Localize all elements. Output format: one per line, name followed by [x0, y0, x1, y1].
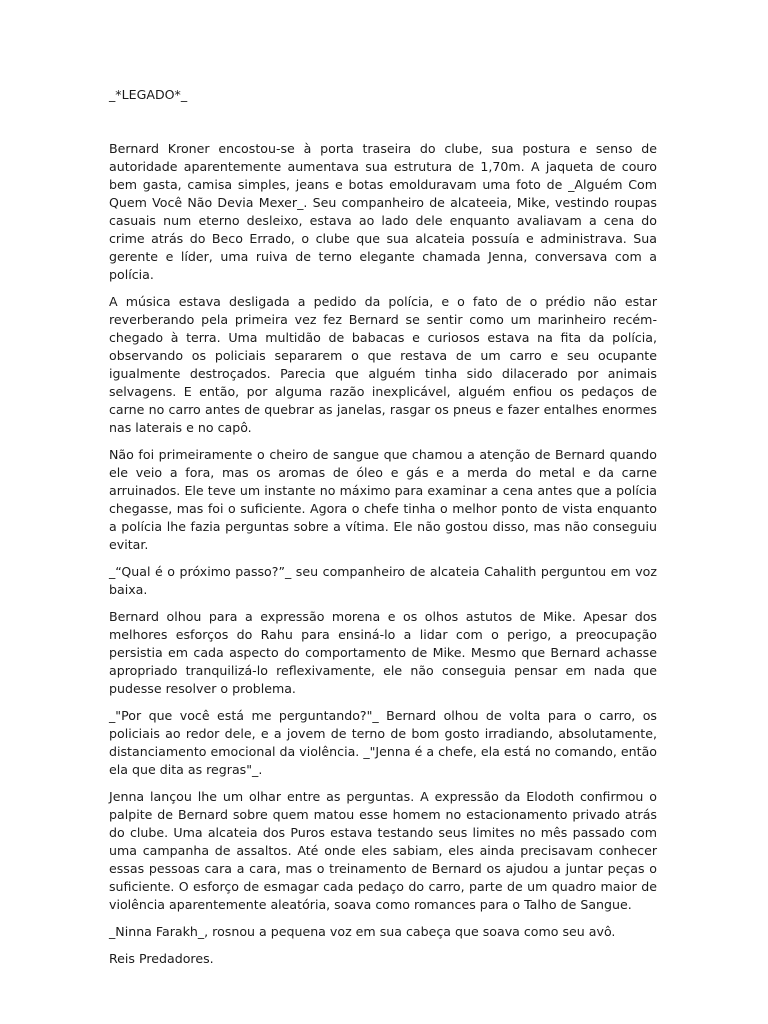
paragraph: _"Por que você está me perguntando?"_ Bernard olhou de volta para o carro, os policiais ao redor dele, e a jovem de terno de bom gosto irradiando, absolutamente, distanciamento emocional da violência. _"Jenna é a chefe, ela está no comando, então ela que dita as regras"_.: [109, 708, 657, 777]
document-page: [109, 86, 657, 977]
paragraph: _“Qual é o próximo passo?”_ seu companheiro de alcateia Cahalith perguntou em voz baixa.: [109, 564, 657, 597]
document-title: _*LEGADO*_: [109, 87, 188, 102]
paragraph: Bernard olhou para a expressão morena e os olhos astutos de Mike. Apesar dos melhores esforços do Rahu para ensiná-lo a lidar com o perigo, a preocupação persistia em cada aspecto do comportamento de Mike. Mesmo que Bernard achasse apropriado tranquilizá-lo reflexivamente, ele não conseguia pensar em nada que pudesse resolver o problema.: [109, 609, 657, 696]
paragraph: Jenna lançou lhe um olhar entre as perguntas. A expressão da Elodoth confirmou o palpite de Bernard sobre quem matou esse homem no estacionamento privado atrás do clube. Uma alcateia dos Puros estava testando seus limites no mês passado com uma campanha de assaltos. Até onde eles sabiam, eles ainda precisavam conhecer essas pessoas cara a cara, mas o treinamento de Bernard os ajudou a juntar peças o suficiente. O esforço de esmagar cada pedaço do carro, parte de um quadro maior de violência aparentemente aleatória, soava como romances para o Talho de Sangue.: [109, 789, 657, 912]
paragraph: Não foi primeiramente o cheiro de sangue que chamou a atenção de Bernard quando ele veio a fora, mas os aromas de óleo e gás e a merda do metal e da carne arruinados. Ele teve um instante no máximo para examinar a cena antes que a polícia chegasse, mas foi o suficiente. Agora o chefe tinha o melhor ponto de vista enquanto a polícia lhe fazia perguntas sobre a vítima. Ele não gostou disso, mas não conseguiu evitar.: [109, 447, 657, 552]
paragraph: _Ninna Farakh_, rosnou a pequena voz em sua cabeça que soava como seu avô.: [109, 924, 616, 939]
paragraph: Reis Predadores.: [109, 951, 214, 966]
paragraph: Bernard Kroner encostou-se à porta traseira do clube, sua postura e senso de autoridade aparentemente aumentava sua estrutura de 1,70m. A jaqueta de couro bem gasta, camisa simples, jeans e botas emolduravam uma foto de _Alguém Com Quem Você Não Devia Mexer_. Seu companheiro de alcateeia, Mike, vestindo roupas casuais num eterno desleixo, estava ao lado dele enquanto avaliavam a cena do crime atrás do Beco Errado, o clube que sua alcateia possuía e administrava. Sua gerente e líder, uma ruiva de terno elegante chamada Jenna, conversava com a polícia.: [109, 141, 657, 282]
paragraph: A música estava desligada a pedido da polícia, e o fato de o prédio não estar reverberando pela primeira vez fez Bernard se sentir como um marinheiro recém-chegado à terra. Uma multidão de babacas e curiosos estava na fita da polícia, observando os policiais separarem o que restava de um carro e seu ocupante igualmente destroçados. Parecia que alguém tinha sido dilacerado por animais selvagens. E então, por alguma razão inexplicável, alguém enfiou os pedaços de carne no carro antes de quebrar as janelas, rasgar os pneus e fazer entalhes enormes nas laterais e no capô.: [109, 294, 657, 435]
